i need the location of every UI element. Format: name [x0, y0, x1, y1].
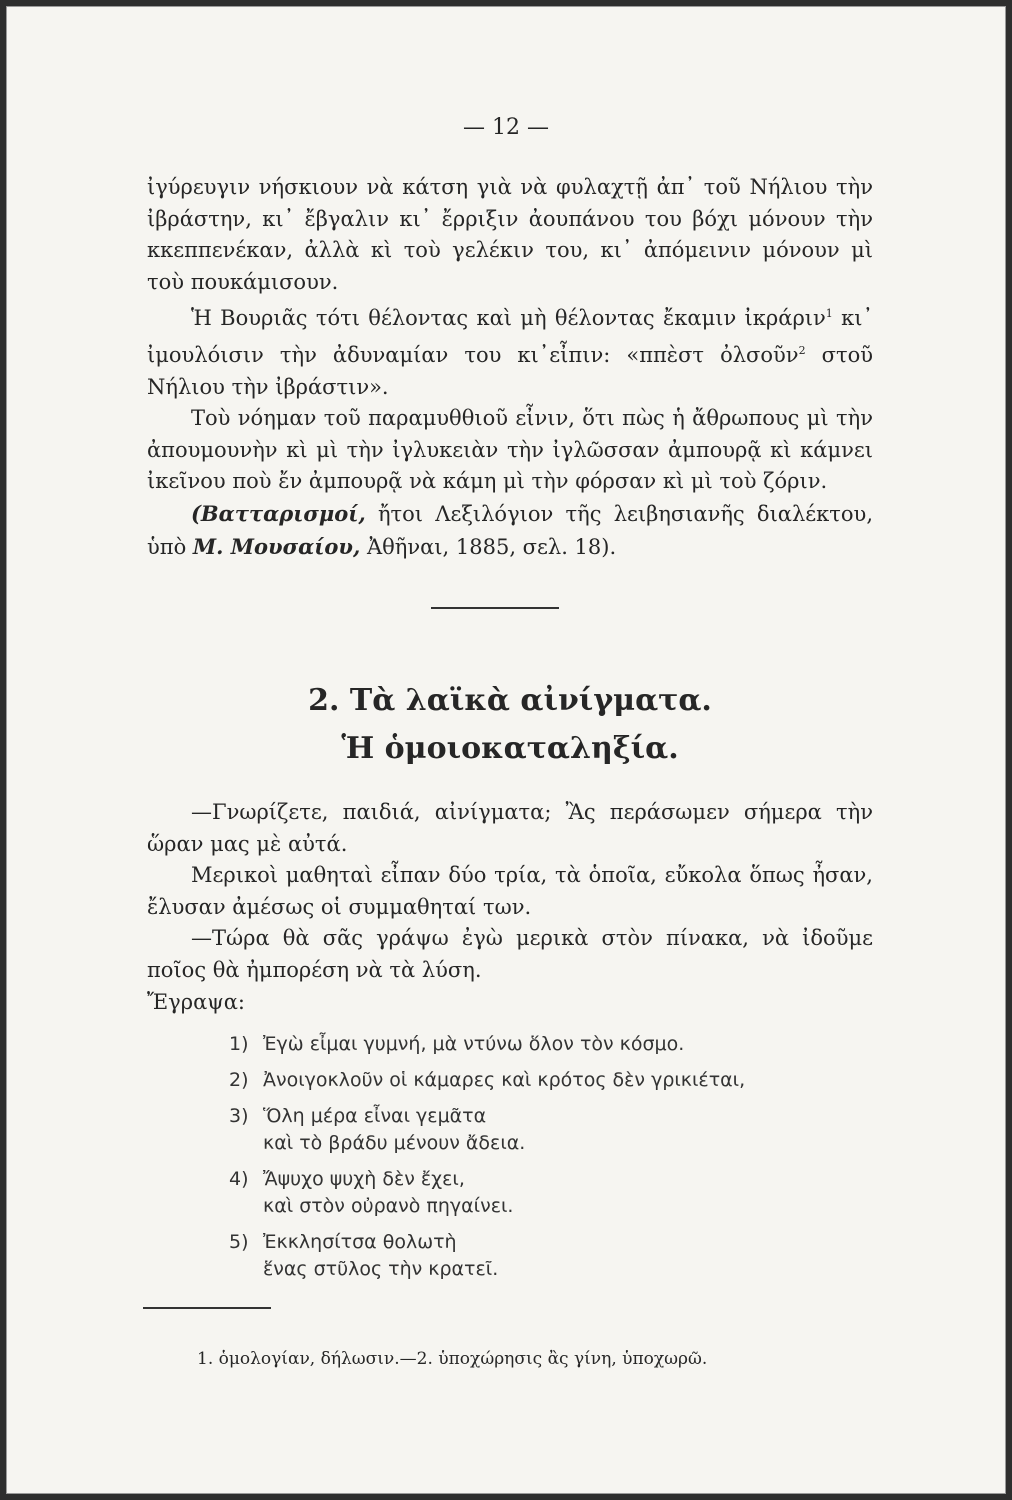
section-divider [431, 607, 559, 609]
section-title: 2. Τὰ λαϊκὰ αἰνίγματα. [308, 683, 712, 718]
paragraph: Μερικοὶ μαθηταὶ εἶπαν δύο τρία, τὰ ὁποῖα, εὔκολα ὅπως ἦσαν, ἔλυσαν ἀμέσως οἱ συμμαθηταί των. [147, 863, 873, 919]
paragraph: Ἡ Βουριᾶς τότι θέλοντας καὶ μὴ θέλοντας ἔκαμιν ἰκράριν$^1$ κι᾽ ἰμουλόισιν τὴν ἀδυναμίαν του κι᾽εἶπιν: «ππὲστ ὀλσοῦν$^2$ στοῦ Νήλιου τὴν ἰβράστιν». [147, 306, 873, 399]
riddles-intro-section [147, 797, 873, 1018]
riddle-item: 5) Ἐκκλησίτσα θολωτὴ ἕνας στῦλος τὴν κρατεῖ. [229, 1231, 499, 1280]
riddle-item: 3) Ὅλη μέρα εἶναι γεμᾶτα καὶ τὸ βράδυ μένουν ἄδεια. [229, 1105, 526, 1154]
book-page [6, 6, 1006, 1494]
page-number: — 12 — [463, 115, 549, 140]
riddle-item: 4) Ἄψυχο ψυχὴ δὲν ἔχει, καὶ στὸν οὐρανὸ πηγαίνει. [229, 1168, 514, 1217]
story-ending-section [147, 172, 873, 563]
riddle-item: 2) Ἀνοιγοκλοῦν οἱ κάμαρες καὶ κρότος δὲν γρικιέται, [229, 1069, 746, 1091]
riddle-item: 1) Ἐγὼ εἶμαι γυμνή, μὰ ντύνω ὅλον τὸν κόσμο. [229, 1033, 685, 1055]
paragraph: —Τώρα θὰ σᾶς γράψω ἐγὼ μερικὰ στὸν πίνακα, νὰ ἰδοῦμε ποῖος θὰ ἠμπορέση νὰ τὰ λύση. [147, 926, 873, 982]
riddle-list [229, 1031, 869, 1292]
paragraph: Τοὺ νόημαν τοῦ παραμυθθιοῦ εἶνιν, ὅτι πὼς ἡ ἄθρωπους μὶ τὴν ἀπουμουνὴν κὶ μὶ τὴν ἰγλυκειὰν τὴν ἰγλῶσσαν ἀμπουρᾷ κὶ κάμνει ἰκεῖνου ποὺ ἔν ἀμπουρᾷ νὰ κάμη μὶ τὴν φόρσαν κὶ μὶ τοὺ ζόριν. [147, 406, 873, 494]
footnote-divider [143, 1307, 271, 1309]
section-heading [147, 677, 873, 773]
footnote-ref: 1 [825, 307, 833, 321]
footnote-ref: 2 [798, 343, 806, 357]
source-citation: (Βατταρισμοί, ἤτοι Λεξιλόγιον τῆς λειβησιανῆς διαλέκτου, ὑπὸ Μ. Μουσαίου, Ἀθῆναι, 1885, σελ. 18). [147, 500, 873, 559]
section-subtitle: Ἡ ὁμοιοκαταληξία. [341, 731, 679, 766]
paragraph: ἰγύρευγιν νήσκιουν νὰ κάτση γιὰ νὰ φυλαχτῇ ἀπ᾽ τοῦ Νήλιου τὴν ἰβράστην, κι᾽ ἔβγαλιν κι᾽ ἔρριξιν ἀουπάνου του βόχι μόνουν τὴν κκεππενέκαν, ἀλλὰ κὶ τοὺ γελέκιν του, κι᾽ ἀπόμεινιν μόνουν μὶ τοὺ πουκάμισουν. [147, 175, 873, 294]
footnote: 1. ὁμολογίαν, δήλωσιν.—2. ὑποχώρησις ἂς γίνη, ὑποχωρῶ. [197, 1349, 708, 1369]
source-title: (Βατταρισμοί, [191, 500, 366, 526]
paragraph: —Γνωρίζετε, παιδιά, αἰνίγματα; Ἂς περάσωμεν σήμερα τὴν ὥραν μας μὲ αὐτά. [147, 800, 873, 856]
paragraph: Ἔγραψα: [147, 989, 245, 1014]
source-author: Μ. Μουσαίου, [192, 533, 361, 559]
